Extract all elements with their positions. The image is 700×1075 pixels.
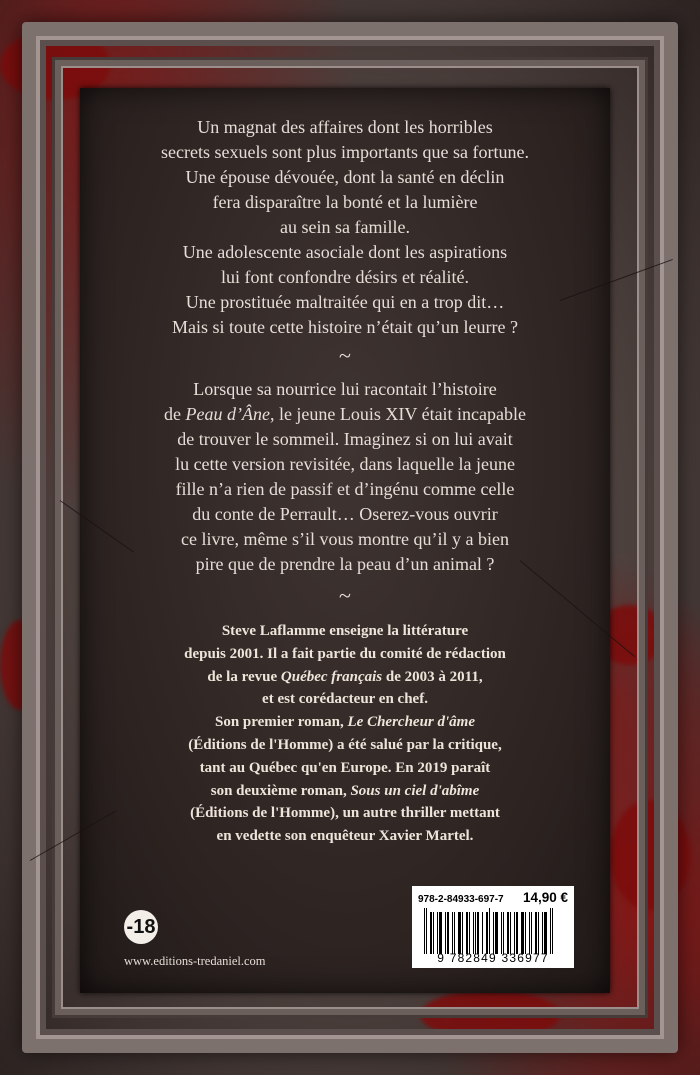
age-rating-badge: -18 [124,910,158,944]
barcode-bar [516,912,518,954]
bio-text: de la revue [207,668,281,685]
bio-text: de 2003 à 2011, [382,668,483,685]
intro-line: Une épouse dévouée, dont la santé en déclin [185,167,505,187]
barcode-bar [484,912,485,954]
intro-line: secrets sexuels sont plus importants que sa fortune. [161,142,529,162]
barcode-bar [471,912,472,954]
barcode-number: 9 782849 336977 [437,951,549,965]
barcode-bar [433,912,434,954]
author-bio [80,620,610,848]
barcode-bar [531,912,532,954]
barcode-bar [486,912,488,954]
barcode-bar [542,912,543,954]
barcode-bar [501,912,502,954]
barcode-bar [475,912,476,954]
book-title-reference: Peau d’Âne [185,404,270,424]
barcode-bar [493,912,494,954]
barcode-box [412,886,574,968]
bio-line: Steve Laflamme enseigne la littérature [221,623,469,639]
summary-line: pire que de prendre la peau d’un animal ? [195,554,495,574]
intro-line: Mais si toute cette histoire n’était qu’un leurre ? [172,317,518,337]
barcode-bar [435,912,436,954]
bio-line [80,780,610,803]
barcode-bar [439,912,442,954]
barcode-bar [527,912,528,954]
barcode-bar [512,912,513,954]
barcode-bar [503,912,504,954]
barcode-bar [505,912,506,954]
barcode-bar [510,912,511,954]
barcode-bar [447,912,449,954]
summary-line [80,402,610,427]
intro-line: au sein sa famille. [280,217,410,237]
barcode-bar [452,912,453,954]
barcode-bar [482,912,483,954]
barcode-bar [548,912,549,954]
barcode-bars [418,908,568,954]
barcode-bar [454,912,455,954]
barcode-bar [550,908,551,954]
barcode-bar [514,912,515,954]
intro-line: Une adolescente asociale dont les aspirations [182,242,508,262]
summary-line: fille n’a rien de passif et d’ingénu comme celle [175,479,515,499]
novel-title: Sous un ciel d'abîme [350,782,480,799]
isbn-label: 978-2-84933-697-7 [418,894,504,905]
summary-line: ce livre, même s’il vous montre qu’il y a bien [181,529,509,549]
barcode-bar [544,912,547,954]
summary-line: lu cette version revisitée, dans laquelle la jeune [175,454,515,474]
intro-line: Un magnat des affaires dont les horribles [197,117,493,137]
barcode-bar [430,912,432,954]
barcode-bar [477,912,479,954]
barcode-bar [424,908,425,954]
barcode-bar [519,912,520,954]
barcode-bar [521,912,524,954]
barcode-bar [450,912,451,954]
barcode-bar [458,912,461,954]
barcode-bar [499,912,500,954]
bio-line: tant au Québec qu'en Europe. En 2019 paraît [199,759,491,776]
barcode-bar [443,912,444,954]
intro-line: lui font confondre désirs et réalité. [221,267,469,287]
summary-line: du conte de Perrault… Oserez-vous ouvrir [192,504,498,524]
barcode-bar [462,912,463,954]
barcode-bar [456,912,457,954]
bio-line: (Éditions de l'Homme) a été salué par la critique, [188,736,502,753]
barcode-bar [489,908,490,954]
barcode-bar [426,908,427,954]
barcode-bar [525,912,526,954]
barcode-bar [464,912,465,954]
summary-line: de trouver le sommeil. Imaginez si on lui avait [177,429,513,449]
bio-line [80,666,610,689]
barcode-bar [529,912,530,954]
barcode-bar [495,912,498,954]
barcode-bar [445,912,446,954]
barcode-bar [428,912,429,954]
barcode-bar [540,912,541,954]
barcode-bar [533,912,534,954]
bio-line [80,711,610,734]
intro-line: fera disparaître la bonté et la lumière [212,192,478,212]
barcode-bar [552,908,553,954]
bio-line: et est corédacteur en chef. [262,691,428,708]
novel-title: Le Chercheur d'âme [347,714,475,731]
barcode-bar [473,912,474,954]
summary-line: Lorsque sa nourrice lui racontait l’histoire [193,379,497,399]
bio-text: Son premier roman, [214,714,348,731]
bio-line: depuis 2001. Il a fait partie du comité de rédaction [184,645,506,662]
bio-line: (Éditions de l'Homme), un autre thriller mettant [190,805,500,822]
barcode-bar [437,912,438,954]
summary-text: de [163,404,186,424]
barcode-bar [507,912,509,954]
publisher-website: www.editions-tredaniel.com [124,954,266,968]
price-label: 14,90 € [522,890,568,905]
barcode-bar [466,912,468,954]
barcode-bar [491,912,492,954]
barcode-bar [480,912,481,954]
intro-paragraph [80,115,610,340]
barcode-header [418,890,568,905]
barcode-bar [535,912,537,954]
summary-text: , le jeune Louis XIV était incapable [269,404,527,424]
intro-line: Une prostituée maltraitée qui en a trop dit… [185,292,505,312]
bio-text: son deuxième roman, [210,782,351,799]
barcode-bar [538,912,539,954]
magazine-title: Québec français [280,668,383,685]
bio-line: en vedette son enquêteur Xavier Martel. [216,828,474,845]
separator-tilde: ~ [339,343,351,368]
barcode-bar [469,912,470,954]
separator-tilde: ~ [339,583,351,608]
summary-paragraph [80,377,610,577]
